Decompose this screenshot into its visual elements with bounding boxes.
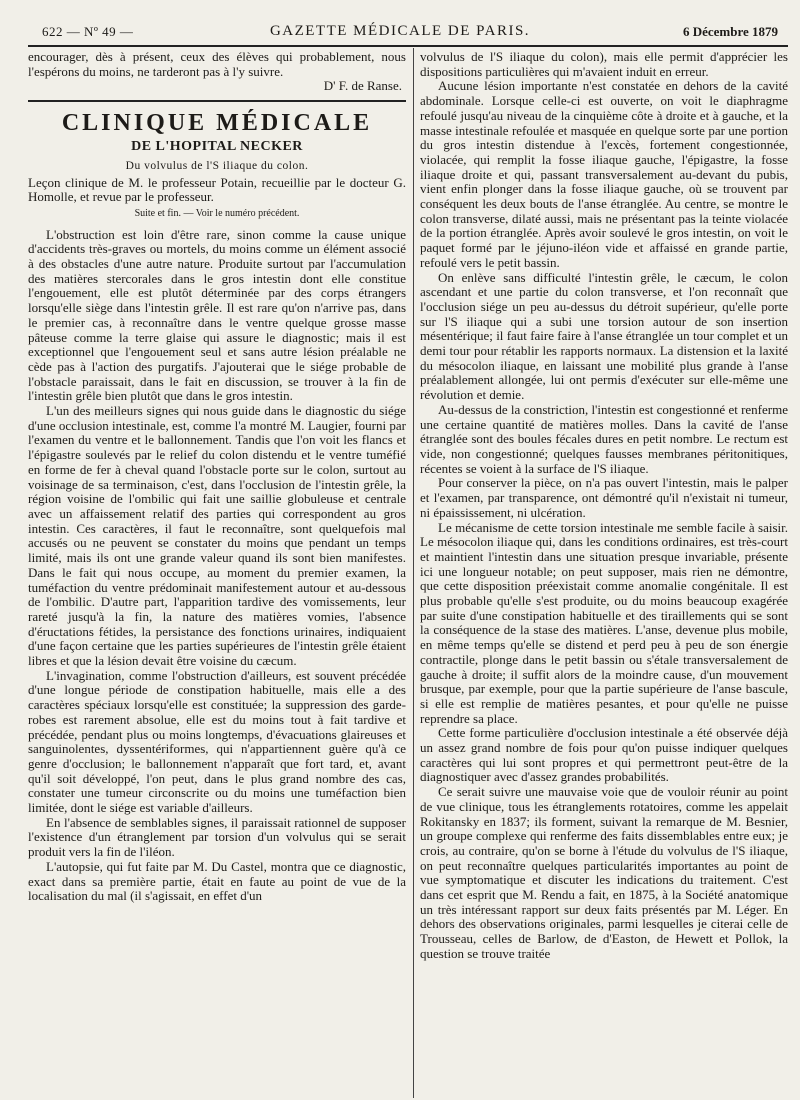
section-rule xyxy=(28,100,406,102)
body-paragraph: Pour conserver la pièce, on n'a pas ouvert l'intestin, mais le palper et l'examen, par transparence, ont démontré qu'il n'existait ni tumeur, ni épaississement, ni ulcération. xyxy=(420,475,788,520)
issue-date: 6 Décembre 1879 xyxy=(682,24,778,39)
hospital-name: DE L'HOPITAL NECKER xyxy=(131,139,303,155)
body-paragraph: Ce serait suivre une mauvaise voie que de vouloir réunir au point de vue clinique, tous les étranglements rotatoires, comme les appelait Rokitansky en 1837; ils forment, suivant la remarque de M. Besnier, un groupe complexe qui renferme des faits dissemblables entre eux; je crois, au contraire, qu'on se borne à l'étude du volvulus de l'S iliaque, on peut reconnaître quelques particularités importantes au point de vue symptomatique et discuter les indications du traitement. C'est dans cet esprit que M. Rendu a fait, en 1875, à la Société anatomique un très intéressant rapport sur deux faits présentés par M. Léger. En dehors des observations originales, parmi lesquelles je citerai celle de Trousseau, celles de Barlow, de d'Easton, de Hewett et Pollok, la question se trouve traitée xyxy=(420,784,788,961)
left-column xyxy=(28,50,406,1096)
signature: D' F. de Ranse. xyxy=(323,78,402,94)
header-rule xyxy=(28,45,788,47)
body-paragraph: L'autopsie, qui fut faite par M. Du Castel, montra que ce diagnostic, exact dans sa première partie, était en faute au point de vue de la localisation du mal (il s'agissait, en effet d'un xyxy=(28,858,406,904)
body-paragraph: Cette forme particulière d'occlusion intestinale a été observée déjà un assez grand nombre de fois pour qu'on puisse indiquer quelques caractères qui lui sont propres et qui permettront peut-être de la diagnostiquer avec d'assez grandes probabilités. xyxy=(420,725,788,785)
column-divider xyxy=(413,48,414,1098)
page-header xyxy=(0,0,800,40)
intro-paragraph: encourager, dès à présent, ceux des élèves qui probablement, nous l'espérons du moins, ne tarderont pas à l'y suivre. xyxy=(28,50,406,79)
body-paragraph: L'invagination, comme l'obstruction d'ailleurs, est souvent précédée d'une longue période de constipation habituelle, mais elle a des caractères spéciaux lorsqu'elle est constituée; la suppression des garde-robes est rarement absolue, elle est du moins tout à fait tardive et précédée, pendant plus ou moins longtemps, d'évacuations glaireuses et sanguinolentes, dyssentériformes, qui n'appartiennent guère qu'à ce genre d'occlusion; le ballonnement n'apparaît que fort tard, et, avant qu'il soit développé, l'on peut, dans le plus grand nombre des cas, constater une tumeur circonscrite ou du moins une tuméfaction bien limitée, dont le siége est variable d'ailleurs. xyxy=(28,667,406,816)
body-paragraph: L'un des meilleurs signes qui nous guide dans le diagnostic du siége d'une occlusion intestinale, est, comme l'a montré M. Laugier, fourni par l'examen du ventre et le ballonnement. Tandis que l'on voit les flancs et l'épigastre soulevés par le relief du colon distendu et le ventre tuméfié en forme de fer à cheval quand l'obstacle porte sur le colon, surtout au voisinage de sa terminaison, c'est, dans l'occlusion de l'intestin grêle, la région voisine de l'ombilic qui fait une saillie globuleuse et centrale avec un affaissement relatif des parties qui correspondent au gros intestin. Ces caractères, il faut le reconnaître, sont quelquefois mal accusés ou ne peuvent se constater du moins que pendant un temps limité, mais ils ont une grande valeur quand ils sont bien manifestes. Dans le fait qui nous occupe, au moment du premier examen, la tuméfaction du ventre prédominait manifestement autour et au-dessous de l'ombilic. D'autre part, l'apparition tardive des vomissements, leur rareté jusqu'à la fin, la nature des matières vomies, l'absence d'éructations fétides, la persistance des fonctions urinaires, indiquaient d'une façon certaine que les parties supérieures de l'intestin grêle étaient libres et que la lésion devait être voisine du cæcum. xyxy=(28,403,406,669)
journal-title: GAZETTE MÉDICALE DE PARIS. xyxy=(269,23,531,39)
article-subject: Du volvulus de l'S iliaque du colon. xyxy=(125,159,309,172)
page-number: 622 — Nº 49 — xyxy=(42,24,134,39)
section-title: CLINIQUE MÉDICALE xyxy=(61,110,373,137)
body-paragraph: volvulus de l'S iliaque du colon), mais elle permit d'apprécier les dispositions particulières qui m'avaient induit en erreur. xyxy=(420,50,788,79)
lecture-credit: Leçon clinique de M. le professeur Potain, recueillie par le docteur G. Homolle, et revue par le professeur. xyxy=(28,174,406,205)
right-column xyxy=(420,50,788,1096)
continuation-note: Suite et fin. — Voir le numéro précédent. xyxy=(134,207,300,219)
body-paragraph: On enlève sans difficulté l'intestin grêle, le cæcum, le colon ascendant et une partie du colon transverse, et l'on reconnaît que l'occlusion siége un peu au-dessus du détroit supérieur, qu'elle porte sur l'S iliaque qui a subi une torsion autour de son insertion mésentérique; il faut faire faire à l'anse étranglée un tour complet et un demi tour pour rétablir les rapports normaux. La distension et la laxité du mésocolon iliaque, en laissant une mobilité plus grande à l'anse préalablement allongée, lui ont permis d'exécuter sur elle-même une révolution et demie. xyxy=(420,269,788,403)
body-paragraph: Aucune lésion importante n'est constatée en dehors de la cavité abdominale. Lorsque celle-ci est ouverte, on voit le diaphragme refoulé jusqu'au niveau de la cinquième côte à droite et à gauche, et la masse intestinale refoulée et masquée en quelque sorte par une portion du gros intestin distendue à l'excès, fortement congestionnée, violacée, qui remplit la fosse iliaque gauche, l'épigastre, la fosse iliaque droite et qui, passant transversalement au-devant du pubis, vient enfin plonger dans la fosse iliaque gauche, où se trouvent par conséquent les deux bouts de l'anse étranglée. Au centre, se montre le colon transverse, dilaté aussi, mais ne présentant pas la teinte violacée de la portion étranglée. Après avoir soulevé le gros intestin, on voit le paquet formé par le jéjuno-iléon vide et affaissé en grande partie, refoulé vers le petit bassin. xyxy=(420,78,788,270)
body-paragraph: Au-dessus de la constriction, l'intestin est congestionné et renferme une certaine quantité de matières molles. Dans la cavité de l'anse étranglée sont des boules fécales dures en petit nombre. Le rectum est vide, non congestionné; quelques fausses membranes péritonitiques, récentes se voient à la surface de l'S iliaque. xyxy=(420,401,788,476)
body-paragraph: Le mécanisme de cette torsion intestinale me semble facile à saisir. Le mésocolon iliaque qui, dans les conditions ordinaires, est très-court et maintient l'intestin dans une situation presque invariable, présente ici une longueur notable; on peut supposer, mais rien ne démontre, que cette disposition préexistait comme anomalie congénitale. Il est plus probable qu'elle s'est produite, ou du moins beaucoup exagérée par suite d'une constipation habituelle et des tiraillements qui se sont la conséquence de la stase des matières. L'anse, devenue plus mobile, en même temps qu'elle se distend et perd peu à peu de son énergie contractile, plonge dans le petit bassin ou s'étale transversalement de gauche à droite; il suffit alors de la moindre cause, d'un mouvement brusque, par exemple, pour que la partie supérieure de l'anse bascule, si elle est remplie de matières pesantes, et pour qu'elle ne puisse reprendre sa place. xyxy=(420,519,788,726)
body-paragraph: L'obstruction est loin d'être rare, sinon comme la cause unique d'accidents très-graves ou mortels, du moins comme un élément associé à des obstacles d'une autre nature. Produite surtout par l'accumulation des matières stercorales dans le gros intestin dont elle constitue l'engouement, elle est plutôt déterminée par des corps étrangers lorsqu'elle siège dans l'intestin grêle. Il est rare qu'on n'arrive pas, dans le premier cas, à reconnaître dans le ventre quelque grosse masse pâteuse comme la terre glaise qui assure le diagnostic; mais il est exceptionnel que l'engouement seul et sans autre lésion préalable ne cède pas à l'action des purgatifs. J'ajouterai que le siége probable de l'obstacle paraissait, dans le fait en discussion, se trouver à la fin de l'intestin grêle bien plutôt que dans le gros intestin. xyxy=(28,226,406,404)
body-paragraph: En l'absence de semblables signes, il paraissait rationnel de supposer l'existence d'un étranglement par torsion d'un volvulus qui se serait produit vers la fin de l'iléon. xyxy=(28,814,406,860)
